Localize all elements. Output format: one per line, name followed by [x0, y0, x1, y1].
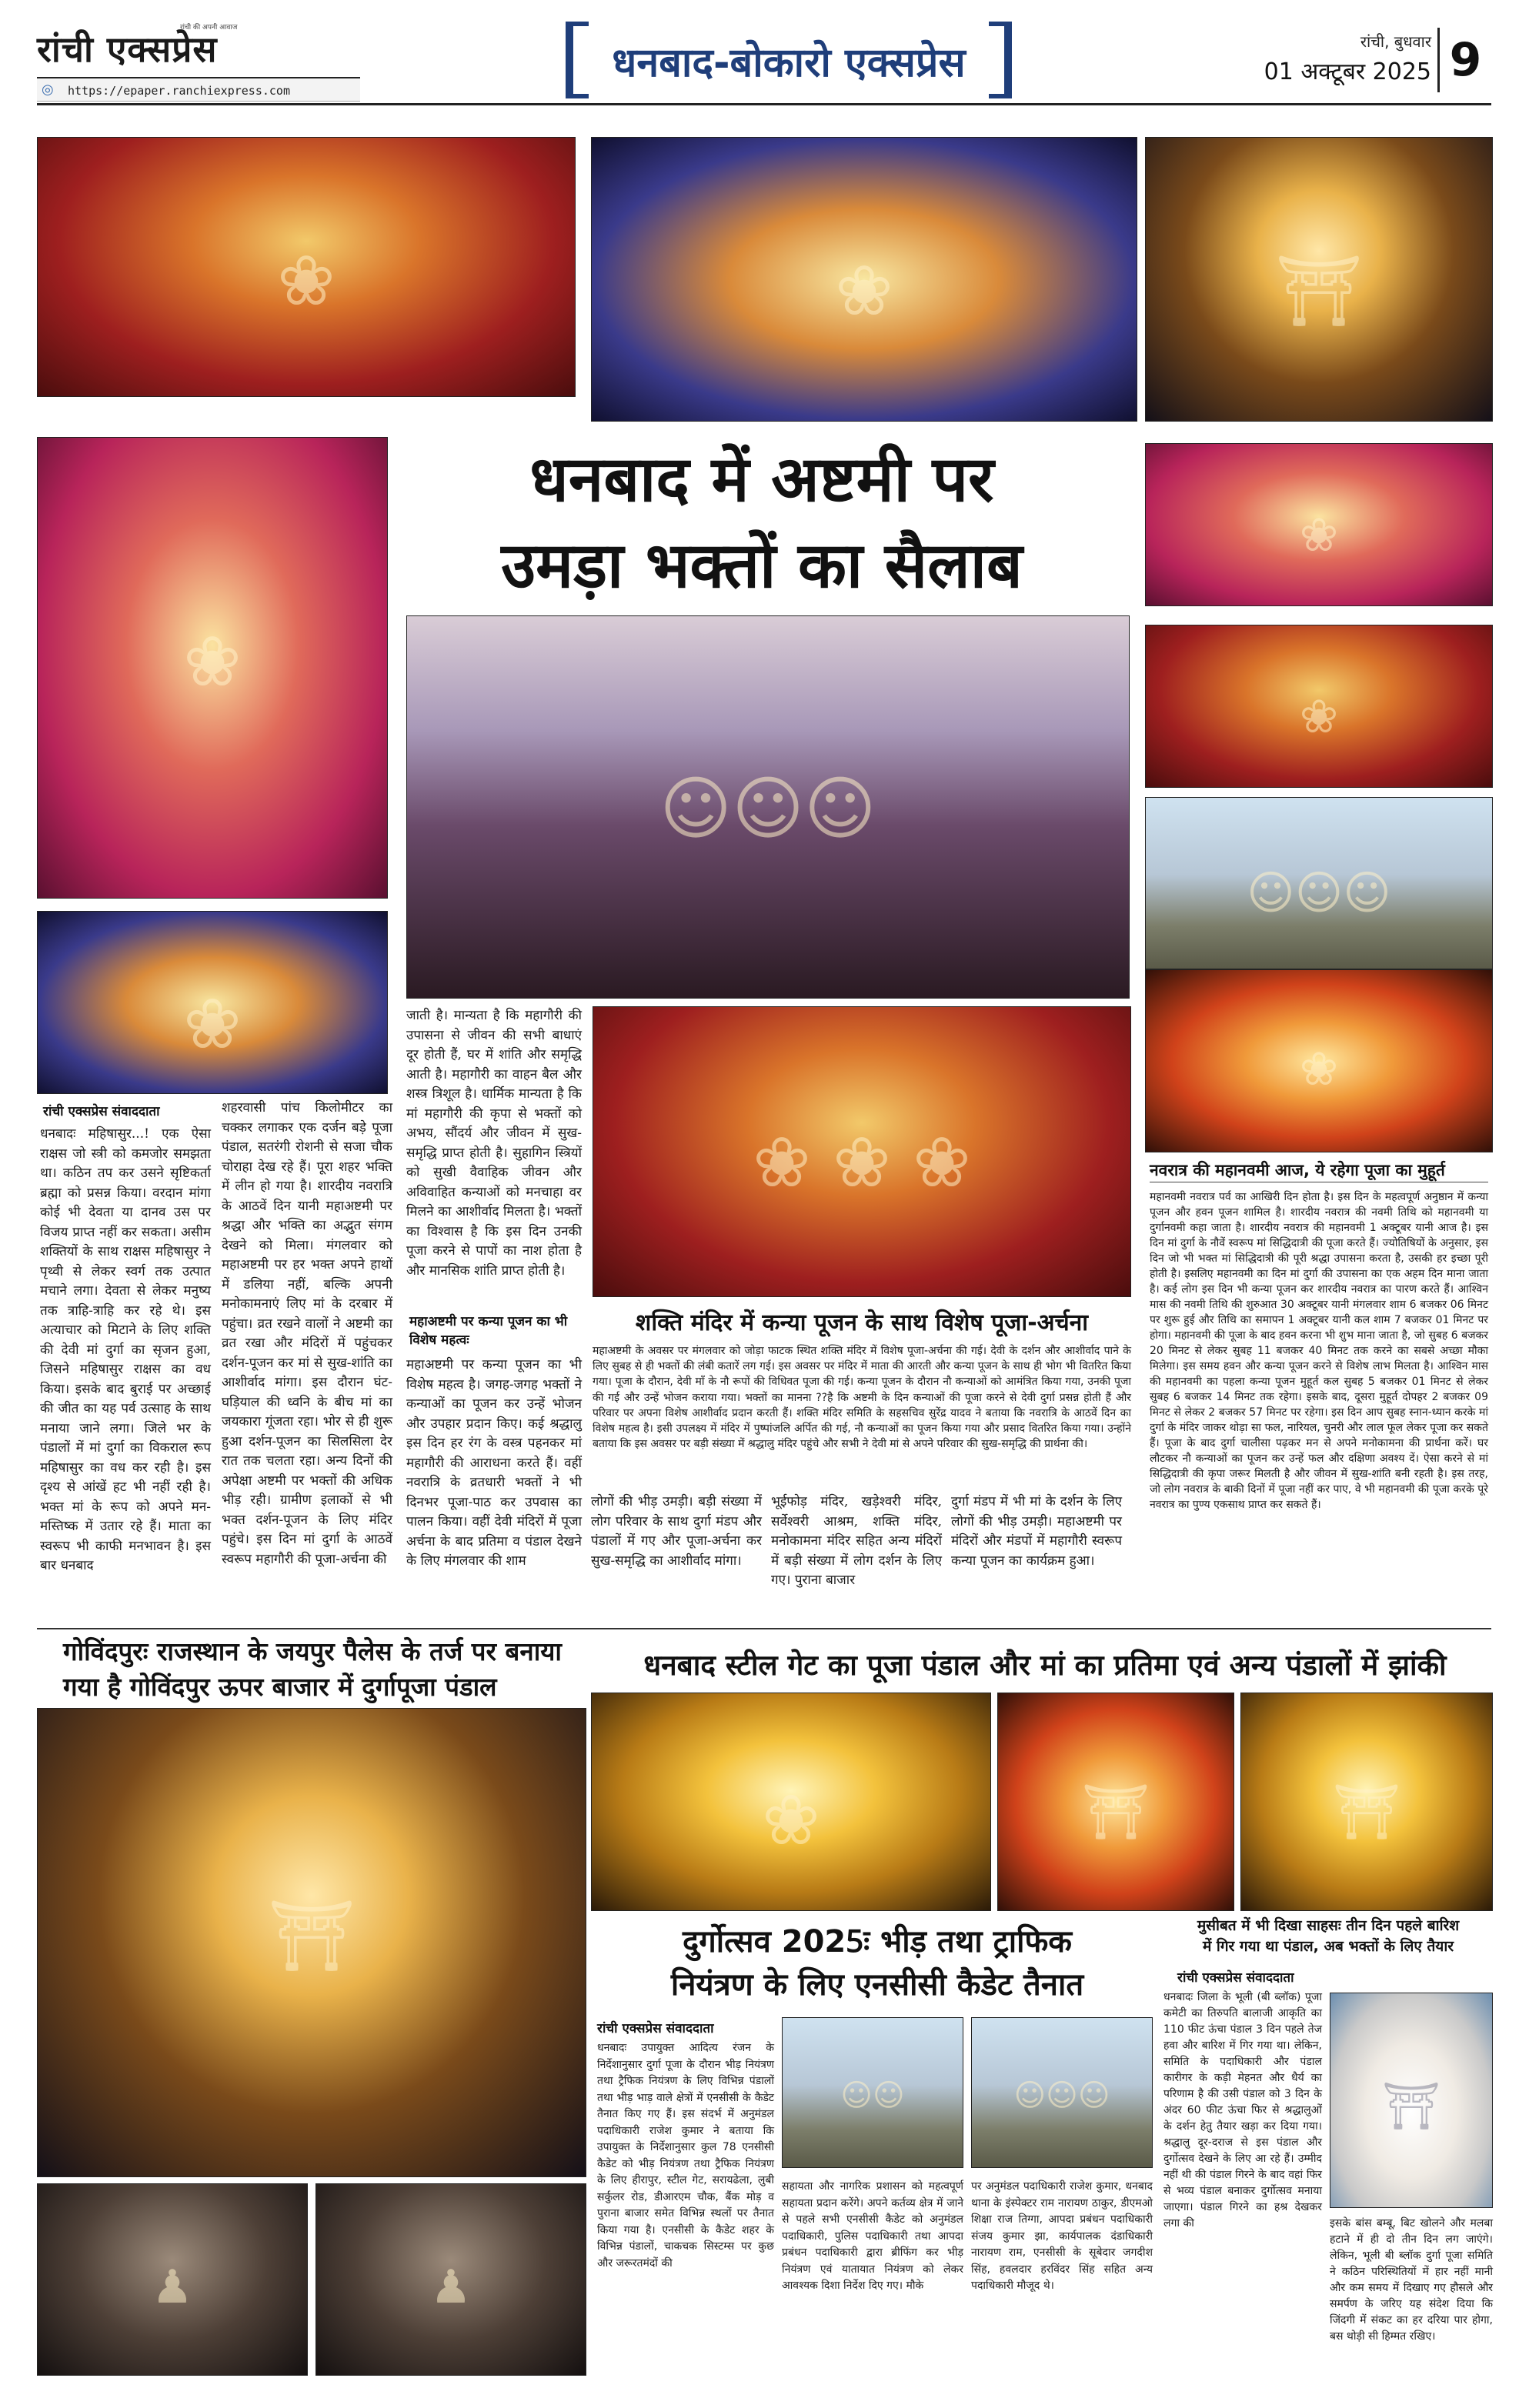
palace-icon: ⛩: [267, 1896, 356, 1977]
globe-icon: ◎: [42, 82, 54, 98]
lead-headline-line2: उमड़ा भक्तों का सैलाब: [501, 529, 1023, 602]
durga-pandal-photo: [37, 911, 388, 1094]
gate-icon: ⛩: [1081, 1779, 1150, 1843]
epaper-url-bar[interactable]: [37, 77, 360, 102]
shakti-headline: शक्ति मंदिर में कन्या पूजन के साथ विशेष पूजा-अर्चना: [635, 1309, 1089, 1336]
ncc-headline: [593, 1920, 1162, 2006]
ncc-cadets-photo-2: [971, 2017, 1153, 2168]
right-idol-photo-1: [1145, 443, 1493, 606]
lead-col-3-top: जाती है। मान्यता है कि महागौरी की उपासना से जीवन की सभी बाधाएं दूर होती हैं, घर में शांति और समृद्धि आती है। महागौरी का वाहन बैल और शस्त्र त्रिशूल है। धार्मिक मान्यता है कि मां महागौरी की कृपा से भक्तों को अभय, सौंदर्य और जीवन में सुख-समृद्धि प्राप्त होती है। सुहागिन स्त्रियों को सुखी वैवाहिक जीवन और अविवाहित कन्याओं को मनचाहा वर मिलने का आशीर्वाद मिलता है। भक्तों का विश्वास है कि इस दिन उनकी पूजा करने से पापों का नाश होता है और मानसिक शांति प्राप्त होती है।: [406, 1008, 582, 1279]
bhuli-headline-line1: मुसीबत में भी दिखा साहसः तीन दिन पहले बारिश: [1197, 1917, 1460, 1934]
page-number: 9: [1437, 28, 1491, 92]
ncc-col-2: सहायता और नागरिक प्रशासन को महत्वपूर्ण सहायता प्रदान करेंगे। अपने कर्तव्य क्षेत्र में जाने से पहले सभी एनसीसी कैडेट को अनुमंडल पदाधिकारी, पुलिस पदाधिकारी तथा आपदा प्रबंधन पदाधिकारी द्वारा ब्रीफिंग कर भीड़ नियंत्रण एवं यातायात नियंत्रण को लेकर आवश्यक दिशा निर्देश दिए गए। मौके: [782, 2180, 963, 2292]
idol-icon: ❀: [277, 241, 336, 322]
ncc-col-1: धनबादः उपायुक्त आदित्य रंजन के निर्देशानुसार दुर्गा पूजा के दौरान भीड़ नियंत्रण तथा ट्रैफिक नियंत्रण के लिए विभिन्न पंडालों तथा भीड़ भाड़ वाले क्षेत्रों में एनसीसी के कैडेट तैनात किए गए हैं। इस संदर्भ में अनुमंडल पदाधिकारी राजेश कुमार ने बताया कि उपायुक्त के निर्देशानुसार कुल 78 एनसीसी कैडेट को भीड़ नियंत्रण तथा ट्रैफिक नियंत्रण के लिए हीरापुर, स्टील गेट, सरायढेला, लुबी सर्कुलर रोड, डीआरएम चौक, बैंक मोड़ व पुराना बाजार समेत विभिन्न स्थलों पर तैनात किया गया है। एनसीसी के कैडेट शहर के विभिन्न पंडालों, चाकचक सिस्टम्स पर कुछ और जरूरतमंदों की: [597, 2042, 774, 2270]
ncc-cadets-photo-1: [782, 2017, 963, 2168]
lead-headline: [400, 437, 1123, 622]
lead-byline: रांची एक्सप्रेस संवाददाता: [43, 1104, 160, 1119]
idol-icon: ❀: [835, 251, 893, 332]
idol-icon: ❀: [762, 1779, 820, 1861]
bhuli-headline: [1163, 1916, 1493, 1957]
right-idol-photo-3: [1145, 969, 1493, 1152]
idol-icon: ❀: [1299, 690, 1339, 744]
golden-pandal-photo: [1240, 1693, 1493, 1911]
tirupati-balaji-pandal-photo: [1330, 1993, 1493, 2208]
jaipur-palace-pandal-photo: [37, 1708, 586, 2177]
lead-col-6: दुर्गा मंडप में भी मां के दर्शन के लिए लोगों की भीड़ उमड़ी। महाअष्टमी पर मंदिरों और मंडपों में महागौरी स्वरूप कन्या पूजन का कार्यक्रम हुआ।: [951, 1494, 1122, 1569]
steel-gate-headline: धनबाद स्टील गेट का पूजा पंडाल और मां का प्रतिमा एवं अन्य पंडालों में झांकी: [643, 1649, 1447, 1682]
idol-icon: ❀: [1299, 1042, 1339, 1097]
epaper-url[interactable]: https://epaper.ranchiexpress.com: [68, 84, 290, 98]
temple-icon: ⛩: [1381, 2079, 1441, 2134]
ncc-byline: रांची एक्सप्रेस संवाददाता: [597, 2021, 714, 2036]
section-banner: [566, 23, 1012, 97]
cadets-icon: ☺☺: [840, 2077, 905, 2113]
logo-text: रांची एक्सप्रेस: [37, 28, 218, 70]
ncc-headline-line1: दुर्गोत्सव 2025ः भीड़ तथा ट्राफिक: [682, 1924, 1073, 1959]
durga-idol-photo-1: [37, 137, 576, 397]
idol-icon: ❀: [1299, 509, 1339, 562]
navratri-headline: नवरात्र की महानवमी आज, ये रहेगा पूजा का मुहूर्त: [1150, 1159, 1488, 1182]
section-title: धनबाद-बोकारो एक्सप्रेस: [612, 40, 966, 86]
people-icon: ☺☺☺: [1247, 865, 1391, 920]
dateline: [1200, 31, 1431, 92]
city-day: रांची, बुधवार: [1360, 32, 1431, 51]
masthead: [0, 0, 1529, 108]
idol-icon: ❀: [183, 622, 242, 703]
lead-col-5: भूईफोड़ मंदिर, खड़ेश्वरी मंदिर, सर्वेश्वरी आश्रम, शक्ति मंदिर, मनोकामना मंदिर सहित अन्य मंदिरों में बड़ी संख्या में लोग दर्शन के लिए गए। पुराना बाजार: [771, 1494, 942, 1588]
temple-icon: ⛩: [1274, 251, 1364, 332]
mahishasura-idol-photo: [37, 437, 388, 899]
durga-idol-photo-2: [591, 137, 1137, 422]
shakti-body: महाअष्टमी के अवसर पर मंगलवार को जोड़ा फाटक स्थित शक्ति मंदिर में विशेष पूजा-अर्चना की गई। देवी के दर्शन और आशीर्वाद पाने के लिए सुबह से ही भक्तों की लंबी कतारें लग गई। इस अवसर पर मंदिर में माता की आरती और कन्या पूजन के साथ ही भोग भी वितरित किया गया। पूजा के दौरान, देवी माँ के नौ रूपों की विधिवत पूजा की गई। कन्या पूजन के दौरान नौ कन्याओं को आमंत्रित किया गया, उनकी पूजा की गई और उन्हें भोजन कराया गया। भक्तों का मानना ??है कि अष्टमी के दिन कन्याओं की पूजा करने से देवी दुर्गा प्रसन्न होती हैं और परिवार पर अपना विशेष आशीर्वाद प्रदान करती हैं। शक्ति मंदिर समिति के सहसचिव सुरेंद्र यादव ने बताया कि नवरात्रि के आठवें दिन का विशेष महत्व है। इसी उपलक्ष्य में मंदिर में पुष्पांजलि अर्पित की गई, नौ कन्याओं का पूजन किया गया और प्रसाद वितरित किया गया। उन्होंने बताया कि इस अवसर पर बड़ी संख्या में श्रद्धालु मंदिर पहुंचे और सभी ने देवी मां से अपने परिवार की सुख-समृद्धि की प्रार्थना की।: [593, 1345, 1131, 1451]
govindpur-headline: गोविंदपुरः राजस्थान के जयपुर पैलेस के तर्ज पर बनाया गया है गोविंदपुर ऊपर बाजार में दुर्गापूजा पंडाल: [63, 1636, 562, 1702]
crowd-icon: ☺☺☺: [659, 769, 876, 850]
statue-icon: ♟: [430, 2260, 472, 2315]
idol-icon: ❀: [183, 984, 242, 1066]
shakti-mandir-idols-photo: [593, 1006, 1131, 1297]
lead-col-1: धनबादः महिषासुर...! एक ऐसा राक्षस जो स्त्री को कमजोर समझता था। कठिन तप कर उसने सृष्टिकर्ता ब्रह्मा को प्रसन्न किया। वरदान मांगा कोई भी देवता या दानव उस पर विजय प्राप्त नहीं कर सकता। असीम शक्तियों के साथ राक्षस महिषासुर ने पृथ्वी से लेकर स्वर्ग तक उत्पात मचाने लगा। देवता से लेकर मनुष्य तक त्राहि-त्राहि कर रहे थे। इस अत्याचार को मिटाने के लिए शक्ति की देवी मां दुर्गा का सृजन हुआ, जिसने महिषासुर राक्षस का वध किया। इसके बाद बुराई पर अच्छाई की जीत का यह पर्व उत्साह के साथ मनाया जाने लगा। जिले भर के पंडालों में मां दुर्गा का विकराल रूप महिषासुर का वध कर रही है। इस दृश्य से आंखें हट भी नहीं रही है। भक्त मां के रूप को अपने मन-मस्तिष्क में उतार रहे हैं। माता का स्वरूप भी काफी मनभावन है। इस बार धनबाद: [40, 1126, 211, 1573]
logo-tag: रांची की अपनी आवाज: [180, 24, 238, 32]
illuminated-gate-photo: [997, 1693, 1234, 1911]
committee-members-photo: [1145, 797, 1493, 969]
idol-icon: ❀ ❀ ❀: [753, 1122, 971, 1204]
bhuli-col-1: धनबादः जिला के भूली (बी ब्लॉक) पूजा कमेटी का तिरुपति बालाजी आकृति का 110 फीट ऊंचा पंडाल 3 दिन पहले तेज हवा और बारिश में गिर गया था। लेकिन, समिति के पदाधिकारी और पंडाल कारीगर के कड़ी मेहनत और धैर्य का परिणाम है की उसी पंडाल को 3 दिन के अंदर 60 फीट ऊंचा फिर से श्रद्धालुओं के दर्शन हेतु तैयार खड़ा कर दिया गया। श्रद्धालु दूर-दराज से इस पंडाल और दुर्गोत्सव देखने के लिए आ रहे हैं। उम्मीद नहीं थी की पंडाल गिरने के बाद वहां फिर से भव्य पंडाल बनाकर दुर्गोत्सव मनाया जाएगा। पंडाल गिरने का हश्र देखकर लगा की: [1163, 1991, 1322, 2230]
ncc-col-3: पर अनुमंडल पदाधिकारी राजेश कुमार, धनबाद थाना के इंस्पेक्टर राम नारायण ठाकुर, डीएमओ शिक्षा राज तिग्गा, आपदा प्रबंधन पदाधिकारी संजय कुमार झा, कार्यपालक दंडाधिकारी नारायण राम, एनसीसी के सूबेदार जगदीश सिंह, हवलदार हरविंदर सिंह सहित अन्य पदाधिकारी मौजूद थे।: [971, 2180, 1153, 2292]
pandal-statue-photo-1: [37, 2183, 308, 2376]
bhuli-col-2: इसके बांस बम्बू, बिट खोलने और मलबा हटाने में ही दो तीन दिन लग जाएंगे। लेकिन, भूली बी ब्लॉक दुर्गा पूजा समिति ने कठिन परिस्थितियों में हार नहीं मानी और कम समय में दिखाए गए हौसले और समर्पण के जरिए यह संदेश दिया कि जिंदगी में संकट का हर दरिया पार होगा, बस थोड़ी सी हिम्मत रखिए।: [1330, 2217, 1493, 2343]
bhuli-byline: रांची एक्सप्रेस संवाददाता: [1177, 1970, 1294, 1986]
pandal-statue-photo-2: [315, 2183, 586, 2376]
lead-col-2: शहरवासी पांच किलोमीटर का चक्कर लगाकर एक दर्जन बड़े पूजा पंडाल, सतरंगी रोशनी से सजा चौक चोराहा देख रहे हैं। पूरा शहर भक्ति में लीन हो गया है। शारदीय नवरात्रि के आठवें दिन यानी महाअष्टमी पर श्रद्धा और भक्ति का अद्भुत संगम देखने को मिला। मंगलवार को महाअष्टमी पर हर भक्त अपने हाथों में डलिया नहीं, बल्कि अपनी मनोकामनाएं लिए मां के दरबार में पहुंचा। व्रत रखने वालों ने अष्टमी का व्रत रखा और मंदिरों में पहुंचकर दर्शन-पूजन कर मां से सुख-शांति का आशीर्वाद मांगा। इस दौरान घंट-घड़ियाल की ध्वनि के बीच मां का जयकारा गूंजता रहा। भोर से ही शुरू हुआ दर्शन-पूजन का सिलसिला देर रात तक चलता रहा। अन्य दिनों की अपेक्षा अष्टमी पर भक्तों की अधिक भीड़ रही। ग्रामीण इलाकों से भी भक्त दर्शन-पूजन के लिए मंदिर पहुंचे। इस दिन मां दुर्गा के आठवें स्वरूप महागौरी की पूजा-अर्चना की: [222, 1100, 392, 1567]
cadets-icon: ☺☺☺: [1013, 2077, 1110, 2113]
steel-gate-idol-photo: [591, 1693, 991, 1911]
illuminated-pandal-photo: [1145, 137, 1493, 422]
kanya-pujan-subhead: महाअष्टमी पर कन्या पूजन का भी विशेष महत्वः: [409, 1314, 568, 1348]
right-idol-photo-2: [1145, 625, 1493, 788]
devotee-crowd-photo: [406, 615, 1130, 999]
logo[interactable]: [37, 25, 322, 72]
lead-col-4: लोगों की भीड़ उमड़ी। बड़ी संख्या में लोग परिवार के साथ दुर्गा मंडप और पंडालों में गए और पूजा-अर्चना कर सुख-समृद्धि का आशीर्वाद मांगा।: [591, 1494, 762, 1569]
lead-col-3-bottom: महाअष्टमी पर कन्या पूजन का भी विशेष महत्व है। जगह-जगह भक्तों ने कन्याओं का पूजन कर उन्हें भोजन और उपहार प्रदान किए। कई श्रद्धालु इस दिन हर रंग के वस्त्र पहनकर मां महागौरी की आराधना करते हैं। वहीं नवरात्रि के व्रतधारी भक्तों ने भी दिनभर पूजा-पाठ कर उपवास का पालन किया। वहीं देवी मंदिरों में पूजा अर्चना के बाद प्रतिमा व पंडाल देखने के लिए मंगलवार की शाम: [406, 1357, 582, 1569]
statue-icon: ♟: [152, 2260, 193, 2315]
lead-headline-line1: धनबाद में अष्टमी पर: [529, 443, 994, 516]
navratri-body: महानवमी नवरात्र पर्व का आखिरी दिन होता है। इस दिन के महत्वपूर्ण अनुष्ठान में कन्या पूजन और हवन पूजन शामिल है। शारदीय नवरात्र की नवमी तिथि को महानवमी या दुर्गानवमी कहा जाता है। शारदीय नवरात्र की महानवमी 1 अक्टूबर यानी आज है। इस दिन मां दुर्गा के नौवें स्वरूप मां सिद्धिदात्री की पूजा करते हैं। ज्योतिषियों के अनुसार, इस दिन जो भी भक्त मां सिद्धिदात्री की पूरी श्रद्धा उपासना करता है, उसकी हर इच्छा पूरी होती है। इसलिए महानवमी का दिन मां दुर्गा की उपासना का एक अहम दिन माना जाता है। कई लोग इस दिन भी कन्या पूजन कर शारदीय नवरात्र का पारण करते हैं। आश्विन मास की नवमी तिथि की शुरुआत 30 अक्टूबर यानी मंगलवार शाम 6 बजकर 06 मिनट पर शुरू हुई और तिथि का समापन 1 अक्टूबर यानी कल शाम 7 बजकर 01 मिनट पर होगा। महानवमी की पूजा के बाद हवन करना भी शुभ माना जाता है, जो सुबह 6 बजकर 20 मिनट से लेकर सुबह 11 बजकर 40 मिनट तक करने का सबसे अच्छा मौका मिलेगा। इस समय हवन और कन्या पूजन करने से विशेष लाभ मिलता है। आश्विन मास की महानवमी का पहला कन्या पूजन मुहूर्त कल सुबह 5 बजकर 01 मिनट से लेकर सुबह 6 बजकर 14 मिनट तक रहेगा। इसके बाद, दूसरा मुहूर्त दोपहर 2 बजकर 09 मिनट से लेकर 2 बजकर 57 मिनट पर रहेगा। इस दिन आप सुबह स्नान-ध्यान करके मां दुर्गा के मंदिर जाकर थोड़ा सा फल, नारियल, चुनरी और लाल फूल लेकर पूजा कर सकते हैं। पूजा के बाद दुर्गा चालीसा पढ़कर मन से अपने मनोकामना की प्रार्थना करें। घर लौटकर नौ कन्याओं का पूजन कर उन्हें फल और दक्षिणा अवश्य दें। ऐसा करने से मां सिद्धिदात्री की कृपा जरूर मिलती है और जीवन में सुख-शांति बनी रहती है। इस तरह, जो लोग नवरात्र के बाकी दिनों में पूजा नहीं कर पाए, वे भी महानवमी की पूजा करके पूरे नवरात्र का पुण्य एकसाथ प्राप्त कर सकते हैं।: [1150, 1191, 1488, 1511]
ncc-headline-line2: नियंत्रण के लिए एनसीसी कैडेट तैनात: [670, 1967, 1084, 2003]
temple-icon: ⛩: [1332, 1779, 1401, 1843]
bhuli-headline-line2: में गिर गया था पंडाल, अब भक्तों के लिए तैयार: [1202, 1938, 1454, 1955]
issue-date: 01 अक्टूबर 2025: [1264, 58, 1431, 85]
